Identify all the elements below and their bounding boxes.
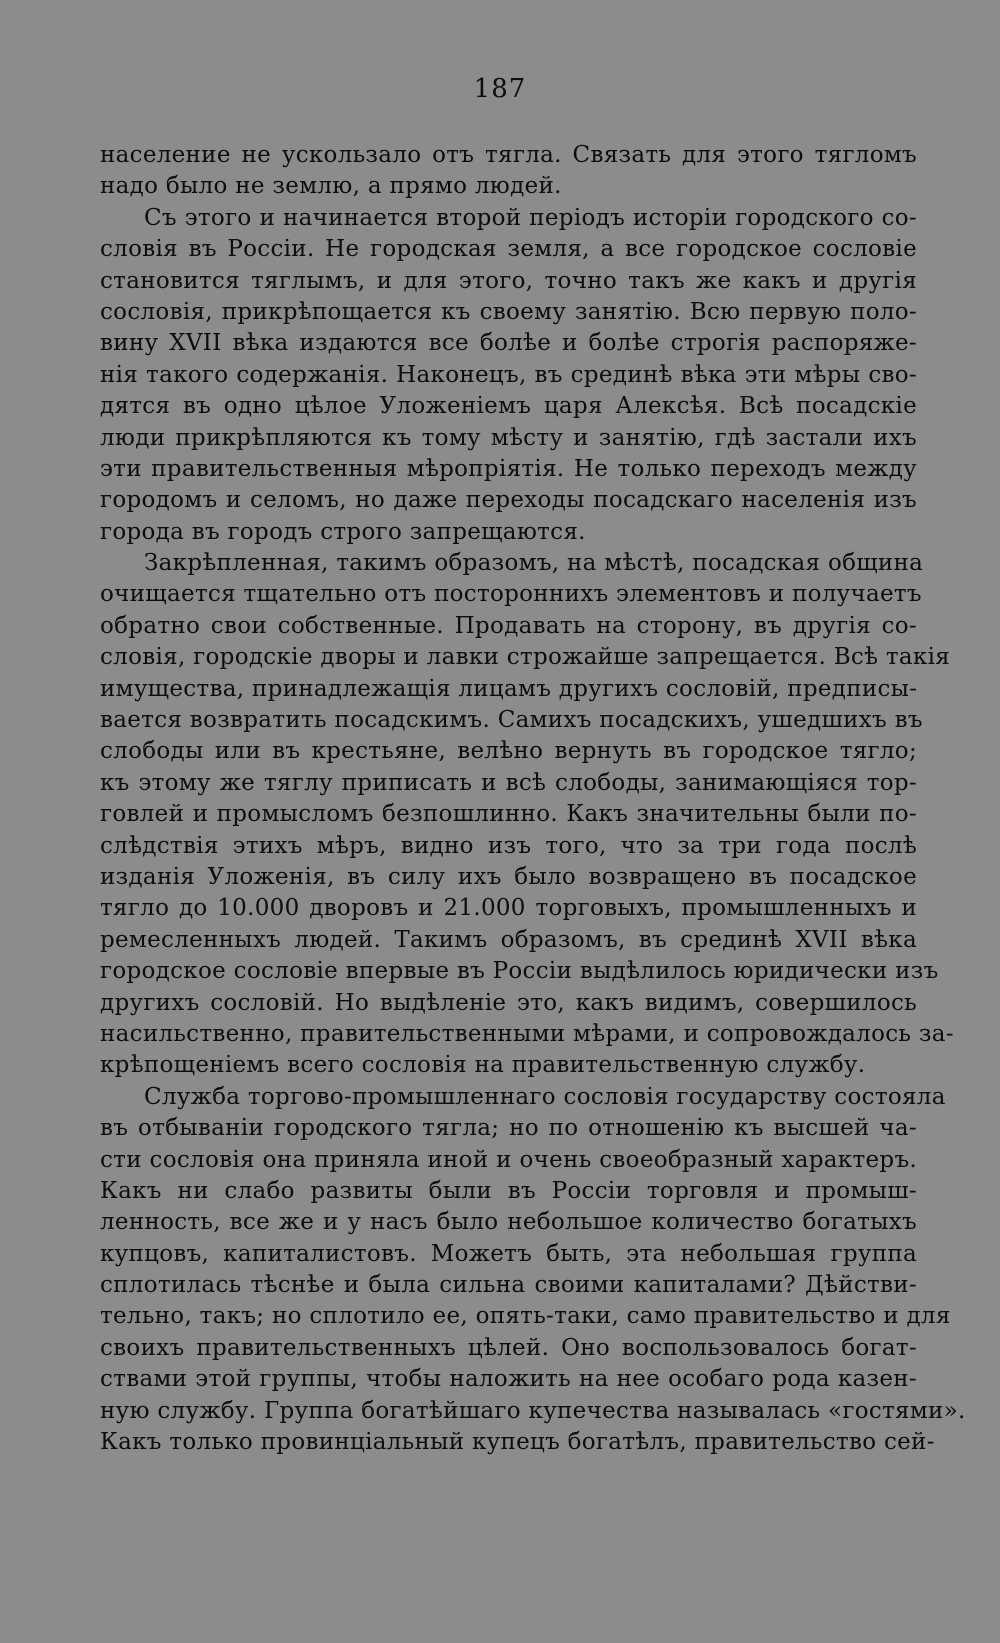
text-line: въ отбываніи городского тягла; но по отношенію къ высшей ча-	[100, 1115, 917, 1142]
text-line: слободы или въ крестьяне, велѣно вернуть въ городское тягло;	[100, 738, 917, 765]
text-line: словія, городскіе дворы и лавки строжайше запрещается. Всѣ такія	[100, 644, 951, 671]
text-line: ленность, все же и у насъ было небольшое количество богатыхъ	[100, 1209, 917, 1236]
text-line: Какъ ни слабо развиты были въ Россіи торговля и промыш-	[100, 1177, 917, 1204]
text-line: ремесленныхъ людей. Такимъ образомъ, въ срединѣ XVII вѣка	[100, 926, 917, 953]
text-line: дятся въ одно цѣлое Уложеніемъ царя Алексѣя. Всѣ посадскіе	[100, 393, 917, 420]
text-line: насильственно, правительственными мѣрами, и сопровождалось за-	[100, 1020, 954, 1047]
text-line: ную службу. Группа богатѣйшаго купечества называлась «гостями».	[100, 1397, 966, 1424]
text-line: купцовъ, капиталистовъ. Можетъ быть, эта небольшая группа	[100, 1240, 917, 1267]
text-line: изданія Уложенія, въ силу ихъ было возвращено въ посадское	[100, 863, 917, 890]
paragraph	[100, 548, 954, 1082]
text-line: население не ускользало отъ тягла. Связать для этого тягломъ	[100, 142, 917, 168]
text-line: города въ городъ строго запрещаются.	[100, 518, 586, 545]
text-line: Съ этого и начинается второй періодъ исторіи городского со-	[144, 204, 917, 231]
text-line: сплотилась тѣснѣе и была сильна своими капиталами? Дѣйстви-	[100, 1272, 917, 1299]
body-text	[100, 140, 966, 1458]
text-line: Какъ только провинціальный купецъ богатѣлъ, правительство сей-	[100, 1429, 935, 1456]
text-line: тельно, такъ; но сплотило ее, опять-таки, само правительство и для	[100, 1303, 951, 1330]
paragraph	[100, 203, 917, 548]
text-line: надо было не землю, а прямо людей.	[100, 173, 562, 200]
text-line: своихъ правительственныхъ цѣлей. Оно воспользовалось богат-	[100, 1334, 917, 1361]
paragraph	[100, 1082, 966, 1459]
text-line: имущества, принадлежащія лицамъ другихъ сословій, предписы-	[100, 675, 918, 702]
page-number: 187	[473, 74, 527, 104]
text-line: нія такого содержанія. Наконецъ, въ срединѣ вѣка эти мѣры сво-	[100, 361, 917, 388]
text-line: Закрѣпленная, такимъ образомъ, на мѣстѣ, посадская община	[144, 550, 924, 577]
text-line: городское сословіе впервые въ Россіи выдѣлилось юридически изъ	[100, 958, 939, 985]
text-line: сословія, прикрѣпощается къ своему занятію. Всю первую поло-	[100, 298, 917, 325]
text-line: люди прикрѣпляются къ тому мѣсту и занятію, гдѣ застали ихъ	[100, 424, 917, 451]
text-line: эти правительственныя мѣропріятія. Не только переходъ между	[100, 455, 917, 482]
text-line: городомъ и селомъ, но даже переходы посадскаго населенія изъ	[100, 487, 917, 514]
text-line: тягло до 10.000 дворовъ и 21.000 торговыхъ, промышленныхъ и	[100, 895, 917, 922]
text-line: другихъ сословій. Но выдѣленіе это, какъ видимъ, совершилось	[100, 989, 917, 1016]
text-line: ствами этой группы, чтобы наложить на нее особаго рода казен-	[100, 1366, 917, 1393]
paragraph	[100, 140, 917, 203]
text-line: къ этому же тяглу приписать и всѣ слободы, занимающіяся тор-	[100, 769, 917, 796]
text-line: вается возвратить посадскимъ. Самихъ посадскихъ, ушедшихъ въ	[100, 707, 923, 734]
text-line: говлей и промысломъ безпошлинно. Какъ значительны были по-	[100, 801, 917, 828]
text-line: очищается тщательно отъ постороннихъ элементовъ и получаетъ	[100, 581, 922, 608]
text-line: становится тяглымъ, и для этого, точно такъ же какъ и другія	[100, 267, 917, 294]
text-line: слѣдствія этихъ мѣръ, видно изъ того, что за три года послѣ	[100, 832, 917, 859]
text-line: вину XVII вѣка издаются все болѣе и болѣе строгія распоряже-	[100, 330, 917, 357]
text-line: сти сословія она приняла иной и очень своеобразный характеръ.	[100, 1146, 917, 1173]
text-line: словія въ Россіи. Не городская земля, а все городское сословіе	[100, 236, 917, 263]
text-line: обратно свои собственные. Продавать на сторону, въ другія со-	[100, 612, 917, 639]
text-line: Служба торгово-промышленнаго сословія государству состояла	[144, 1083, 946, 1110]
text-line: крѣпощеніемъ всего сословія на правительственную службу.	[100, 1052, 866, 1079]
